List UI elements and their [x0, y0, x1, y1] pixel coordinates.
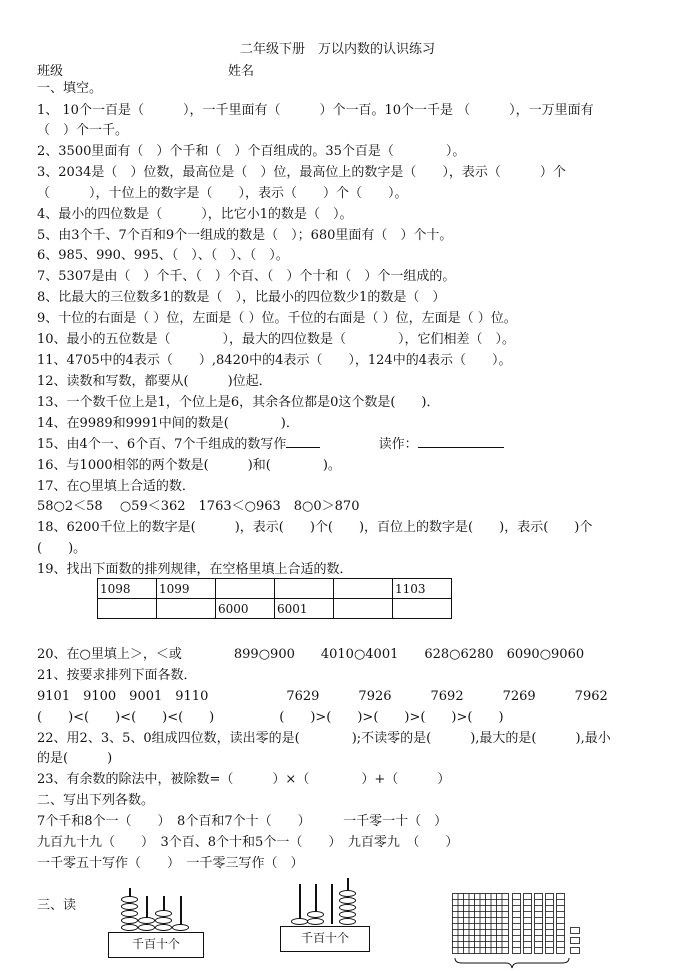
write-blank — [286, 435, 320, 448]
question-21-numbers: 9101 9100 9001 9110 7629 7926 7692 7269 7962 — [37, 689, 608, 704]
seq-cell[interactable] — [334, 599, 393, 619]
question-1a: 1、 10个一百是（ ），一千里面有（ ）个一百。10个一千是 （ ），一万里面有 — [37, 103, 594, 118]
seq-cell[interactable]: 6001 — [275, 599, 334, 619]
abacus-rod — [331, 884, 333, 924]
question-16: 16、与1000相邻的两个数是( )和( )。 — [37, 458, 341, 473]
question-22a: 22、用2、3、5、0组成四位数，读出零的是( );不读零的是( ),最大的是( ),最小 — [37, 731, 611, 746]
unit-cube — [571, 928, 580, 934]
question-15-read-label: 读作： — [378, 437, 418, 452]
seq-cell[interactable]: 1099 — [157, 579, 216, 599]
question-21: 21、按要求排列下面各数． — [37, 668, 197, 683]
question-21-blanks: ( )<( )<( )<( ) ( )>( )>( )>( )>( ) — [37, 710, 504, 725]
brace-icon — [454, 957, 570, 969]
abacus-bead — [339, 918, 356, 925]
question-17-items: 58○2＜58 ○59＜362 1763＜○963 8○0＞870 — [37, 499, 360, 514]
seq-cell[interactable] — [157, 599, 216, 619]
question-1b: （ ）个一千。 — [37, 123, 129, 138]
abacus-1 — [108, 888, 206, 960]
question-12: 12、读数和写数，都要从( )位起． — [37, 374, 272, 389]
question-5: 5、由3个千、7个百和9个一组成的数是（ ）；680里面有（ ）个十。 — [37, 228, 453, 243]
section2-heading: 二、写出下列各数。 — [37, 793, 155, 808]
abacus-bead — [172, 924, 189, 931]
sequence-row-1 — [98, 579, 452, 599]
question-3a: 3、2034是（ ）位数，最高位是（ ）位，最高位上的数字是（ ），表示（ ）个 — [37, 165, 566, 180]
abacus-bead — [138, 924, 155, 931]
abacus-bead — [339, 890, 356, 897]
abacus-bead — [307, 918, 324, 925]
abacus-bead — [339, 904, 356, 911]
abacus-2 — [280, 878, 372, 954]
question-18a: 18、6200千位上的数字是( )，表示( )个( )，百位上的数字是( )，表示( )个 — [37, 520, 593, 535]
seq-cell[interactable] — [275, 579, 334, 599]
abacus-bead — [291, 918, 308, 925]
question-15-prefix: 15、由4个一、6个百、7个千组成的数写作 — [37, 437, 287, 452]
question-22b: 的是( ) — [37, 751, 113, 766]
question-4: 4、最小的四位数是（ ），比它小1的数是（ ）。 — [37, 207, 353, 222]
seq-cell[interactable] — [334, 579, 393, 599]
question-3b: （ ），十位上的数字是（ ），表示（ ）个（ ）。 — [37, 186, 408, 201]
abacus-bead — [138, 917, 155, 924]
section2-row-3: 一千零五十写作（ ） 一千零三写作（ ） — [37, 856, 304, 871]
abacus-bead — [339, 911, 356, 918]
abacus-base-label: 千百十个 — [280, 926, 370, 952]
read-blank — [418, 435, 504, 448]
abacus-bead — [121, 910, 138, 917]
page-title: 二年级下册 万以内数的认识练习 — [240, 42, 436, 57]
question-11: 11、4705中的4表示（ ）,8420中的4表示（ ），124中的4表示（ ）。 — [37, 353, 512, 368]
section2-row-2: 九百九十九（ ） 3个百、8个十和5个一（ ） 九百零九 （ ） — [37, 835, 459, 850]
sequence-table — [97, 578, 452, 619]
question-17: 17、在○里填上合适的数． — [37, 479, 195, 494]
question-9: 9、十位的右面是（ ）位，左面是（ ）位。千位的右面是（ ）位，左面是（ ）位。 — [37, 311, 517, 326]
question-13: 13、一个数千位上是1，个位上是6，其余各位都是0这个数是( )． — [37, 395, 440, 410]
question-6: 6、985、990、995、（ ）、（ ）、（ ）。 — [37, 248, 289, 263]
abacus-bead — [121, 903, 138, 910]
abacus-bead — [307, 911, 324, 918]
seq-cell[interactable] — [216, 579, 275, 599]
name-label: 姓名 — [228, 64, 255, 79]
question-7: 7、5307是由（ ）个千、（ ）个百、（ ）个十和（ ）个一组成的。 — [37, 269, 456, 284]
unit-cube — [571, 938, 580, 944]
section2-row-1: 7个千和8个一（ ） 8个百和7个十（ ） 一千零一十（ ） — [37, 814, 448, 829]
abacus-bead — [121, 924, 138, 931]
question-2: 2、3500里面有（ ）个千和（ ）个百组成的。35个百是（ ）。 — [37, 144, 466, 159]
question-18b: ( )。 — [37, 541, 87, 556]
hundred-grid-blocks-icon — [452, 893, 582, 955]
abacus-bead — [155, 917, 172, 924]
abacus-bead — [121, 896, 138, 903]
seq-cell[interactable]: 1098 — [98, 579, 157, 599]
question-10: 10、最小的五位数是（ ），最大的四位数是（ ），它们相差（ ）。 — [37, 332, 516, 347]
abacus-bead — [155, 924, 172, 931]
sequence-row-2 — [98, 599, 452, 619]
abacus-bead — [339, 897, 356, 904]
question-23: 23、有余数的除法中，被除数=（ ）×（ ）+（ ） — [37, 772, 451, 787]
seq-cell[interactable] — [393, 599, 452, 619]
question-20: 20、在○里填上＞，＜或 899○900 4010○4001 628○6280 6090○9060 — [37, 647, 585, 662]
unit-cube — [571, 948, 580, 954]
seq-cell[interactable]: 1103 — [393, 579, 452, 599]
class-label: 班级 — [37, 64, 64, 79]
question-8: 8、比最大的三位数多1的数是（ ），比最小的四位数少1的数是（ ） — [37, 290, 446, 305]
abacus-bead — [121, 917, 138, 924]
question-19: 19、找出下面数的排列规律，在空格里填上合适的数． — [37, 562, 353, 577]
seq-cell[interactable]: 6000 — [216, 599, 275, 619]
abacus-base-label: 千百十个 — [108, 932, 204, 958]
section1-heading: 一、填空。 — [37, 81, 103, 96]
question-15 — [37, 435, 668, 455]
question-14: 14、在9989和9991中间的数是( )． — [37, 416, 299, 431]
seq-cell[interactable] — [98, 599, 157, 619]
section3-heading: 三、读 — [37, 898, 77, 913]
abacus-bead — [155, 910, 172, 917]
